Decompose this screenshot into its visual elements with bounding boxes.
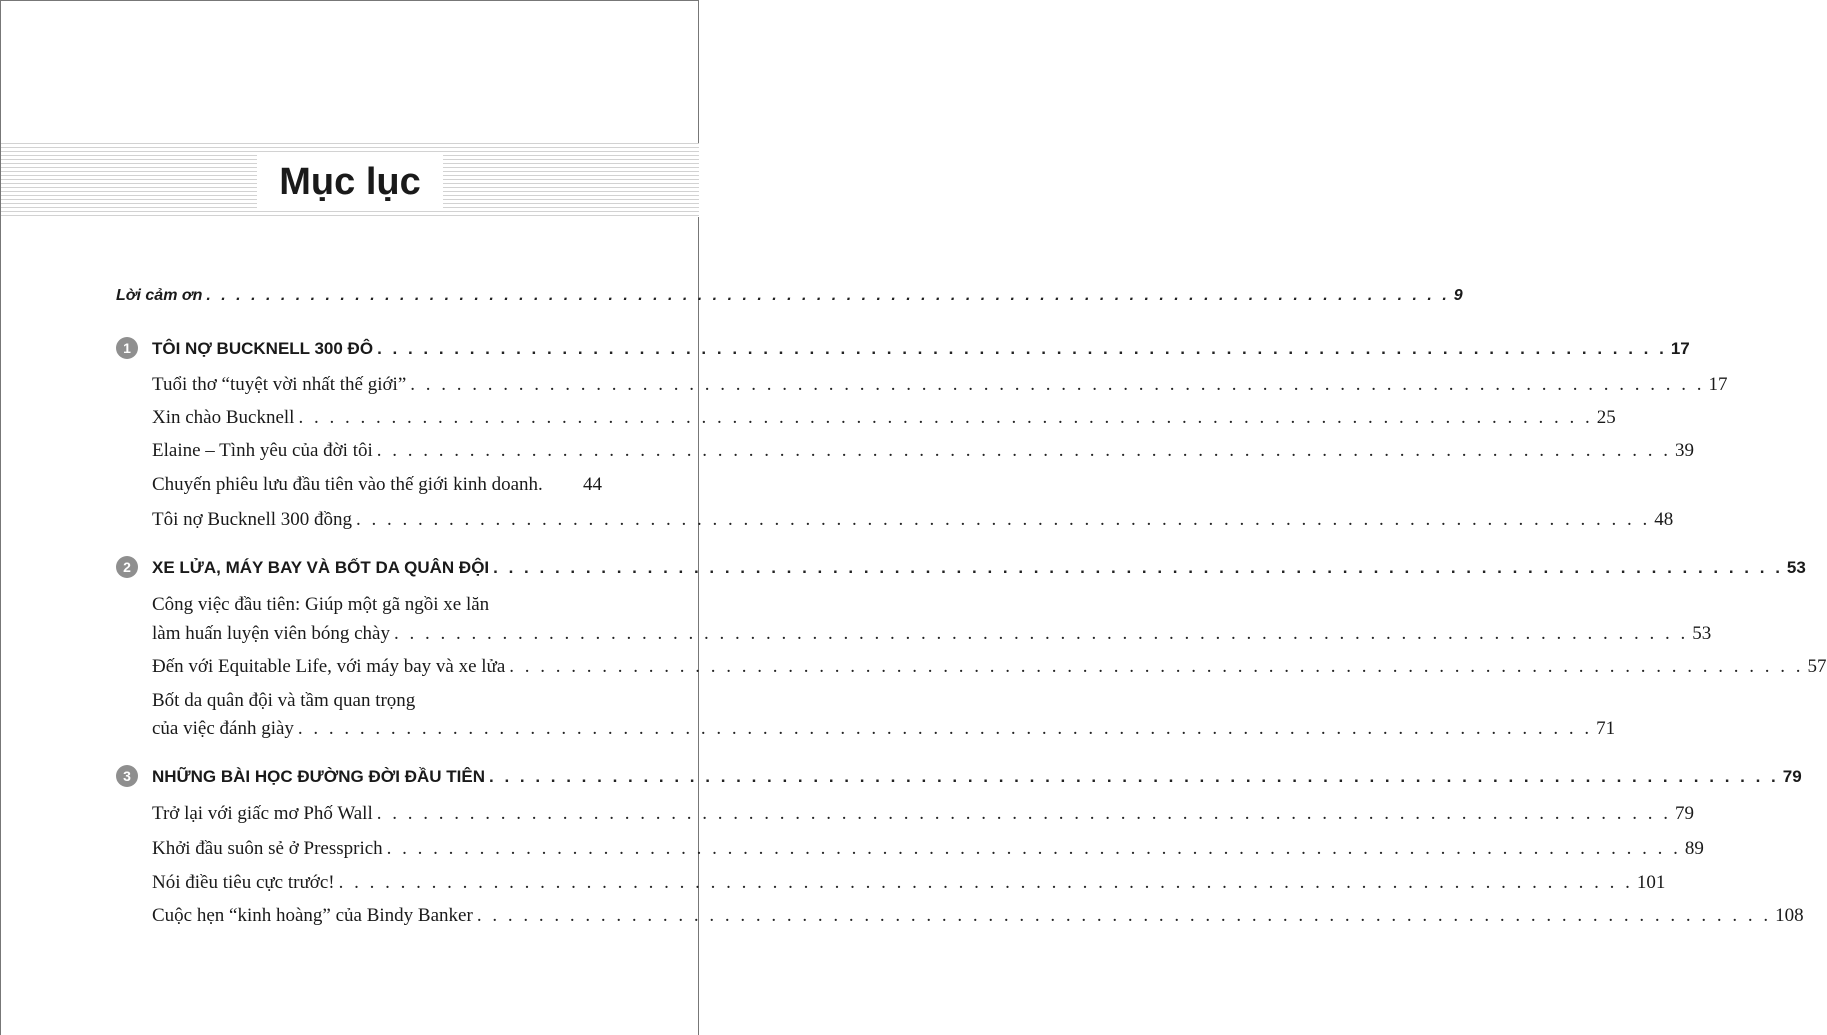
leader-dots: . . . . . . . . . . . . . . . . . . . . . . . . . . . . . . . . . . . . . . . . . . . . . . . . . . . . . . . . . . . . . . . . . . . . . . . . . . . . . . . . . . . .	[376, 803, 1671, 824]
toc-section-entry[interactable]	[152, 623, 1712, 645]
toc-chapter-entry[interactable]	[152, 766, 1802, 788]
toc-entry-label: Nói điều tiêu cực trước!	[152, 872, 335, 893]
chapter-title: NHỮNG BÀI HỌC ĐƯỜNG ĐỜI ĐẦU TIÊN	[152, 767, 485, 786]
toc-page-number: 48	[1654, 509, 1674, 530]
toc-section-entry[interactable]	[152, 440, 1695, 462]
toc-page-number: 79	[1782, 767, 1802, 786]
page-title: Mục lục	[257, 155, 442, 209]
toc-entry-label: Trở lại với giấc mơ Phố Wall	[152, 803, 373, 824]
leader-dots: . . . . . . . . . . . . . . . . . . . . . . . . . . . . . . . . . . . . . . . . . . . . . . . . . . . . . . . . . . . . . . . . . . . . . . . . . . . . . . . . . . . .	[338, 872, 1633, 893]
leader-dots: . . . . . . . . . . . . . . . . . . . . . . . . . . . . . . . . . . . . . . . . . . . . . . . . . . . . . . . . . . . . . . . . . . . . . . . . . . . . . . . . . . . .	[356, 509, 1651, 530]
title-wrapper	[0, 155, 700, 209]
leader-dots: . . . . . . . . . . . . . . . . . . . . . . . . . . . . . . . . . . . . . . . . . . . . . . . . . . . . . . . . . . . . . . . . . . . . . . . . . . . . . . . . . . . .	[298, 407, 1593, 428]
toc-page-number: 9	[1453, 287, 1463, 304]
leader-dots: . . . . . . . . . . . . . . . . . . . . . . . . . . . . . . . . . . . . . . . . . . . . . . . . . . . . . . . . . . . . . . . . . . . . . . . . . . . . . . . . . . . .	[377, 339, 1667, 358]
toc-page-number: 44	[583, 474, 602, 495]
toc-entry-label: Lời cảm ơn	[116, 287, 203, 304]
leader-dots: . . . . . . . . . . . . . . . . . . . . . . . . . . . . . . . . . . . . . . . . . . . . . . . . . . . . . . . . . . . . . . . . . . . . . . . . . . . . . . . . . . . .	[393, 623, 1689, 644]
toc-entry-label: làm huấn luyện viên bóng chày	[152, 623, 390, 644]
leader-dots: . . . . . . . . . . . . . . . . . . . . . . . . . . . . . . . . . . . . . . . . . . . . . . . . . . . . . . . . . . . . . . . . . . . . . . . . . . . . . . . . . . . .	[489, 767, 1779, 786]
chapter-number-badge: 1	[116, 337, 138, 359]
toc-entry-label: Xin chào Bucknell	[152, 407, 295, 428]
toc-chapter-entry[interactable]	[152, 557, 1806, 579]
toc-entry-label: Elaine – Tình yêu của đời tôi	[152, 440, 373, 461]
toc-intro-entry[interactable]	[116, 285, 1463, 307]
toc-entry-first-line: Bốt da quân đội và tầm quan trọng	[152, 690, 416, 711]
toc-page-number: 108	[1775, 905, 1804, 926]
toc-section-entry[interactable]	[152, 656, 1827, 678]
leader-dots: . . . . . . . . . . . . . . . . . . . . . . . . . . . . . . . . . . . . . . . . . . . . . . . . . . . . . . . . . . . . . . . . . . . . . . . . . . . . . . . . . . . .	[509, 656, 1804, 677]
chapter-number-badge: 2	[116, 556, 138, 578]
toc-entry-label: Cuộc hẹn “kinh hoàng” của Bindy Banker	[152, 905, 473, 926]
toc-entry-label: Tôi nợ Bucknell 300 đồng	[152, 509, 353, 530]
chapter-number-badge: 3	[116, 765, 138, 787]
toc-page-number: 17	[1708, 374, 1728, 395]
toc-entry-first-line: Công việc đầu tiên: Giúp một gã ngồi xe lăn	[152, 594, 490, 615]
toc-page-number: 71	[1596, 718, 1616, 739]
toc-section-entry[interactable]	[152, 407, 1616, 429]
toc-entry-label: Chuyến phiêu lưu đầu tiên vào thế giới kinh doanh.	[152, 474, 543, 495]
toc-entry-label: của việc đánh giày	[152, 718, 294, 739]
toc-section-entry[interactable]	[152, 872, 1666, 894]
toc-page-number: 39	[1675, 440, 1695, 461]
leader-dots: . . . . . . . . . . . . . . . . . . . . . . . . . . . . . . . . . . . . . . . . . . . . . . . . . . . . . . . . . . . . . . . . . . . . . . . . . . . . . . . . . . . .	[297, 718, 1593, 739]
toc-section-entry[interactable]	[152, 474, 602, 496]
leader-dots: . . . . . . . . . . . . . . . . . . . . . . . . . . . . . . . . . . . . . . . . . . . . . . . . . . . . . . . . . . . . . . . . . . . . . . . . . . . . . . . . . . . .	[410, 374, 1705, 395]
leader-dots: . . . . . . . . . . . . . . . . . . . . . . . . . . . . . . . . . . . . . . . . . . . . . . . . . . . . . . . . . . . . . . . . . . . . . . . . . . . . . . . . . . . .	[386, 838, 1681, 859]
toc-page-number: 89	[1684, 838, 1704, 859]
chapter-title: XE LỬA, MÁY BAY VÀ BỐT DA QUÂN ĐỘI	[152, 558, 490, 577]
toc-section-entry[interactable]	[152, 509, 1674, 531]
toc-section-entry[interactable]	[152, 838, 1704, 860]
toc-page-number: 53	[1692, 623, 1712, 644]
toc-section-entry[interactable]	[152, 803, 1694, 825]
toc-entry-label: Đến với Equitable Life, với máy bay và xe lửa	[152, 656, 506, 677]
leader-dots: . . . . . . . . . . . . . . . . . . . . . . . . . . . . . . . . . . . . . . . . . . . . . . . . . . . . . . . . . . . . . . . . . . . . . . . . . . . . . . . . . . . .	[476, 905, 1772, 926]
leader-dots: . . . . . . . . . . . . . . . . . . . . . . . . . . . . . . . . . . . . . . . . . . . . . . . . . . . . . . . . . . . . . . . . . . . . . . . . . . . . . . . . . . . .	[493, 558, 1783, 577]
toc-section-entry[interactable]	[152, 374, 1728, 396]
toc-section-entry[interactable]	[152, 718, 1616, 740]
toc-entry-label: Khởi đầu suôn sẻ ở Pressprich	[152, 838, 383, 859]
chapter-title: TÔI NỢ BUCKNELL 300 ĐÔ	[152, 339, 374, 358]
leader-dots: . . . . . . . . . . . . . . . . . . . . . . . . . . . . . . . . . . . . . . . . . . . . . . . . . . . . . . . . . . . . . . . . . . . . . . . . . . . . . . . . . . . .	[206, 287, 1450, 304]
toc-chapter-entry[interactable]	[152, 338, 1690, 360]
toc-entry-label: Tuổi thơ “tuyệt vời nhất thế giới”	[152, 374, 407, 395]
toc-page-number: 25	[1596, 407, 1616, 428]
toc-page-number: 17	[1670, 339, 1690, 358]
toc-page-number: 79	[1674, 803, 1694, 824]
leader-dots: . . . . . . . . . . . . . . . . . . . . . . . . . . . . . . . . . . . . . . . . . . . . . . . . . . . . . . . . . . . . . . . . . . . . . . . . . . . . . . . . . . . .	[376, 440, 1672, 461]
toc-page-number: 53	[1786, 558, 1806, 577]
toc-section-entry[interactable]	[152, 905, 1804, 927]
toc-page-number: 101	[1636, 872, 1666, 893]
toc-page-number: 57	[1807, 656, 1827, 677]
